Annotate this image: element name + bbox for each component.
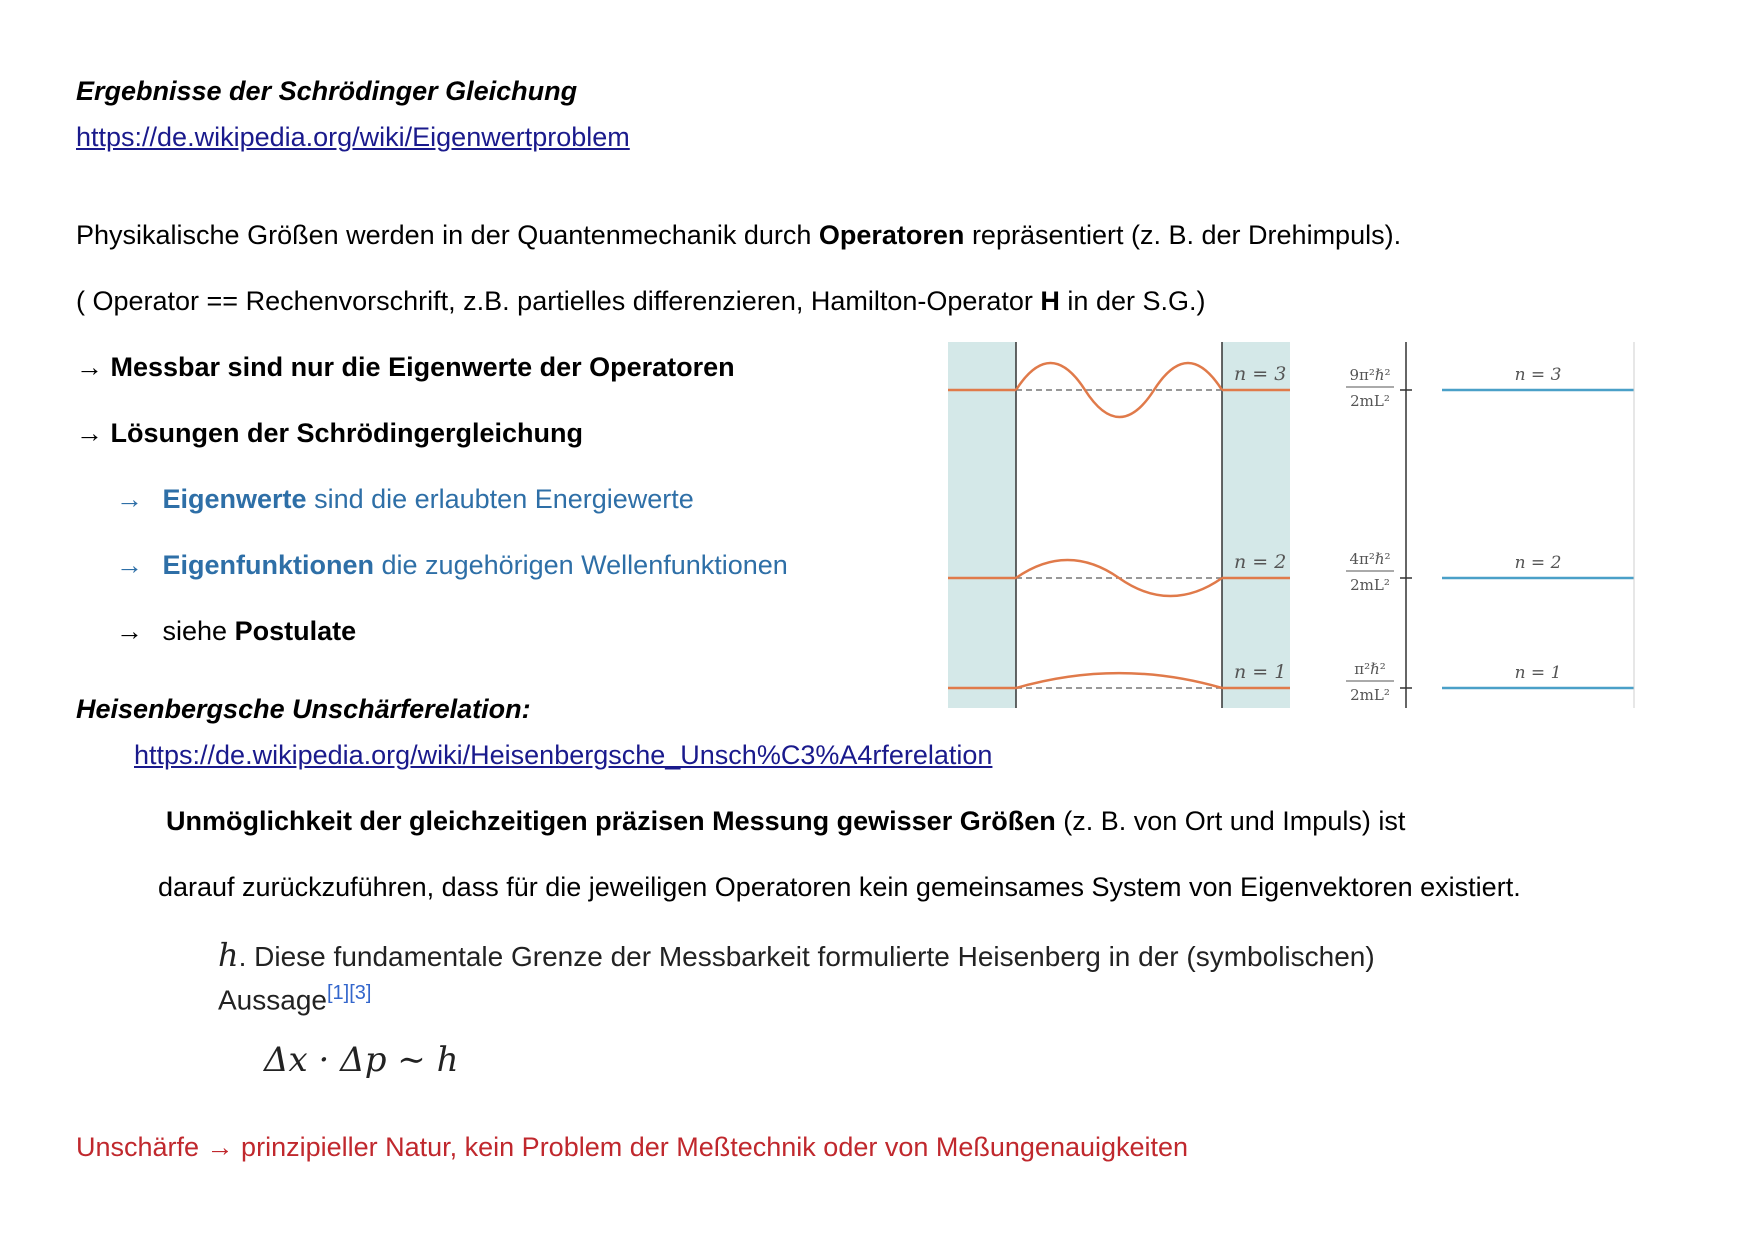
- energy-den-n1: 2mL²: [1350, 686, 1390, 704]
- eigenfunktionen-bold: Eigenfunktionen: [162, 550, 375, 580]
- bullet-loesungen: → Lösungen der Schrödingergleichung: [76, 418, 584, 448]
- arrow-icon: →: [116, 484, 143, 514]
- postulate-bold: Postulate: [234, 616, 357, 646]
- arrow-icon: →: [116, 616, 143, 646]
- eigenwertproblem-link[interactable]: https://de.wikipedia.org/wiki/Eigenwertproblem: [76, 122, 630, 152]
- left-wall: [948, 342, 1016, 708]
- page-title: Ergebnisse der Schrödinger Gleichung: [76, 76, 578, 106]
- energy-num-n3: 9π²ℏ²: [1349, 366, 1391, 384]
- quote-line2-text: Aussage: [218, 984, 327, 1016]
- eigenwerte-bold: Eigenwerte: [162, 484, 307, 514]
- heisenberg-line1-rest: (z. B. von Ort und Impuls) ist: [1055, 806, 1406, 836]
- operators-text-pre: Physikalische Größen werden in der Quantenmechanik durch: [76, 220, 819, 250]
- arrow-icon: →: [116, 550, 143, 580]
- label-n1: n = 1: [1234, 661, 1287, 683]
- heisenberg-line2: darauf zurückzuführen, dass für die jeweiligen Operatoren kein gemeinsames System von Eigenvektoren existiert.: [158, 872, 1521, 902]
- operators-bold: Operatoren: [818, 220, 965, 250]
- hamilton-h: H: [1040, 286, 1060, 316]
- bullet-messbar: → Messbar sind nur die Eigenwerte der Operatoren: [76, 352, 735, 382]
- eigenwerte-rest: sind die erlaubten Energiewerte: [306, 484, 694, 514]
- label-n2: n = 2: [1234, 551, 1287, 573]
- operator-definition: [76, 286, 1205, 317]
- operator-def-pre: ( Operator == Rechenvorschrift, z.B. partielles differenzieren, Hamilton-Operator: [76, 286, 1041, 316]
- heisenberg-line1-bold: Unmöglichkeit der gleichzeitigen präzisen Messung gewisser Größen: [166, 806, 1056, 836]
- heisenberg-heading: Heisenbergsche Unschärferelation:: [76, 694, 531, 724]
- right-wall: [1222, 342, 1290, 708]
- reference-links[interactable]: [1][3]: [326, 982, 372, 1004]
- bullet-eigenfunktionen: [116, 550, 788, 581]
- level-label-n3: n = 3: [1514, 365, 1562, 385]
- level-label-n2: n = 2: [1514, 553, 1562, 573]
- particle-in-box-diagram: [948, 342, 1648, 708]
- energy-num-n1: π²ℏ²: [1354, 660, 1386, 678]
- heisenberg-line1: [166, 806, 1405, 837]
- planck-h: h: [218, 936, 239, 974]
- wiki-quote-line1: [218, 936, 1375, 974]
- operator-def-post: in der S.G.): [1059, 286, 1206, 316]
- level-label-n1: n = 1: [1514, 663, 1562, 683]
- label-n3: n = 3: [1234, 363, 1287, 385]
- energy-den-n3: 2mL²: [1350, 392, 1390, 410]
- operators-text-post: repräsentiert (z. B. der Drehimpuls).: [964, 220, 1402, 250]
- conclusion-line: Unschärfe → prinzipieller Natur, kein Problem der Meßtechnik oder von Meßungenauigkeiten: [76, 1132, 1189, 1162]
- bullet-postulate: [116, 616, 356, 647]
- quote-line1-text: . Diese fundamentale Grenze der Messbarkeit formulierte Heisenberg in der (symbolischen): [238, 941, 1375, 972]
- bullet-eigenwerte: [116, 484, 694, 515]
- wavefunction-n1: [1016, 673, 1222, 688]
- operators-paragraph: [76, 220, 1401, 251]
- wiki-quote-line2: [218, 982, 371, 1016]
- postulate-pre: siehe: [162, 616, 235, 646]
- heisenberg-link[interactable]: https://de.wikipedia.org/wiki/Heisenbergsche_Unsch%C3%A4rferelation: [134, 740, 993, 770]
- eigenfunktionen-rest: die zugehörigen Wellenfunktionen: [374, 550, 788, 580]
- energy-num-n2: 4π²ℏ²: [1349, 550, 1391, 568]
- energy-den-n2: 2mL²: [1350, 576, 1390, 594]
- uncertainty-formula: Δx · Δp ∼ h: [264, 1040, 459, 1080]
